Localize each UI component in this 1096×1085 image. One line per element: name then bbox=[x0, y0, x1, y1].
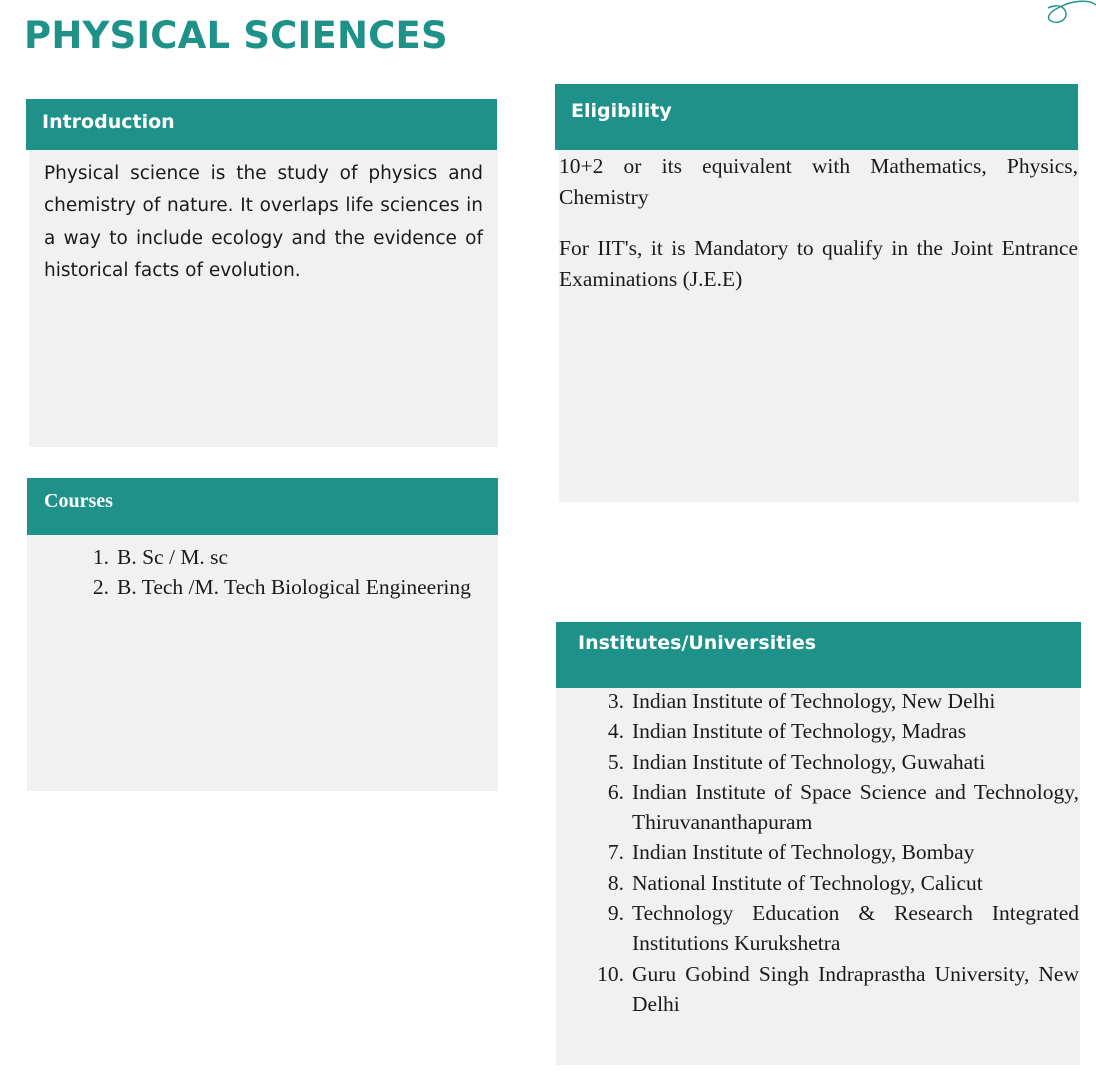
list-item-text: B. Sc / M. sc bbox=[117, 545, 229, 569]
list-item-number: 1. bbox=[92, 545, 109, 569]
list-item-text: National Institute of Technology, Calicut bbox=[632, 870, 983, 895]
list-item-text: Indian Institute of Space Science and Technology, Thiruvananthapuram bbox=[632, 779, 1079, 835]
list-item-text: Indian Institute of Technology, Bombay bbox=[632, 840, 975, 865]
courses-list bbox=[79, 542, 483, 603]
institutes-list bbox=[594, 686, 1079, 1019]
list-item-text: Guru Gobind Singh Indraprastha University, New Delhi bbox=[632, 961, 1079, 1016]
list-item-text: Technology Education & Research Integrated Institutions Kurukshetra bbox=[632, 901, 1079, 956]
eligibility-paragraph: 10+2 or its equivalent with Mathematics, Physics, Chemistry bbox=[559, 154, 1078, 209]
introduction-body: Physical science is the study of physics and chemistry of nature. It overlaps life sciences in a way to include ecology and the evidence of historical facts of evolution. bbox=[44, 163, 483, 281]
list-item-text: Indian Institute of Technology, Guwahati bbox=[632, 749, 986, 774]
list-item-number: 4. bbox=[607, 719, 624, 744]
list-item-number: 5. bbox=[607, 749, 624, 774]
list-item bbox=[79, 542, 483, 572]
list-item-text: Indian Institute of Technology, New Delhi bbox=[632, 689, 996, 713]
swirl-decoration-icon bbox=[1040, 0, 1096, 30]
list-item-number: 6. bbox=[607, 779, 624, 804]
introduction-heading: Introduction bbox=[42, 111, 175, 133]
list-item bbox=[594, 898, 1079, 959]
courses-heading: Courses bbox=[44, 490, 113, 512]
list-item bbox=[594, 747, 1079, 777]
eligibility-paragraph: For IIT's, it is Mandatory to qualify in the Joint Entrance Examinations (J.E.E) bbox=[559, 236, 1078, 291]
list-item-number: 8. bbox=[607, 870, 624, 895]
list-item-number: 7. bbox=[607, 840, 624, 865]
institutes-heading: Institutes/Universities bbox=[578, 632, 817, 654]
institutes-header bbox=[556, 622, 1081, 688]
list-item-text: Indian Institute of Technology, Madras bbox=[632, 719, 967, 744]
list-item-number: 2. bbox=[92, 575, 109, 600]
courses-header bbox=[27, 478, 498, 535]
page-title: PHYSICAL SCIENCES bbox=[24, 14, 448, 57]
list-item-number: 3. bbox=[607, 689, 624, 713]
eligibility-header bbox=[555, 84, 1078, 150]
list-item bbox=[594, 868, 1079, 898]
list-item bbox=[594, 777, 1079, 838]
introduction-header bbox=[26, 99, 497, 150]
eligibility-heading: Eligibility bbox=[571, 100, 672, 122]
list-item bbox=[594, 716, 1079, 746]
list-item-number: 9. bbox=[607, 901, 624, 926]
list-item-number: 10. bbox=[597, 961, 624, 986]
list-item bbox=[594, 837, 1079, 867]
list-item bbox=[594, 959, 1079, 1020]
list-item bbox=[594, 686, 1079, 716]
list-item-text: B. Tech /M. Tech Biological Engineering bbox=[117, 575, 471, 600]
list-item bbox=[79, 572, 483, 602]
